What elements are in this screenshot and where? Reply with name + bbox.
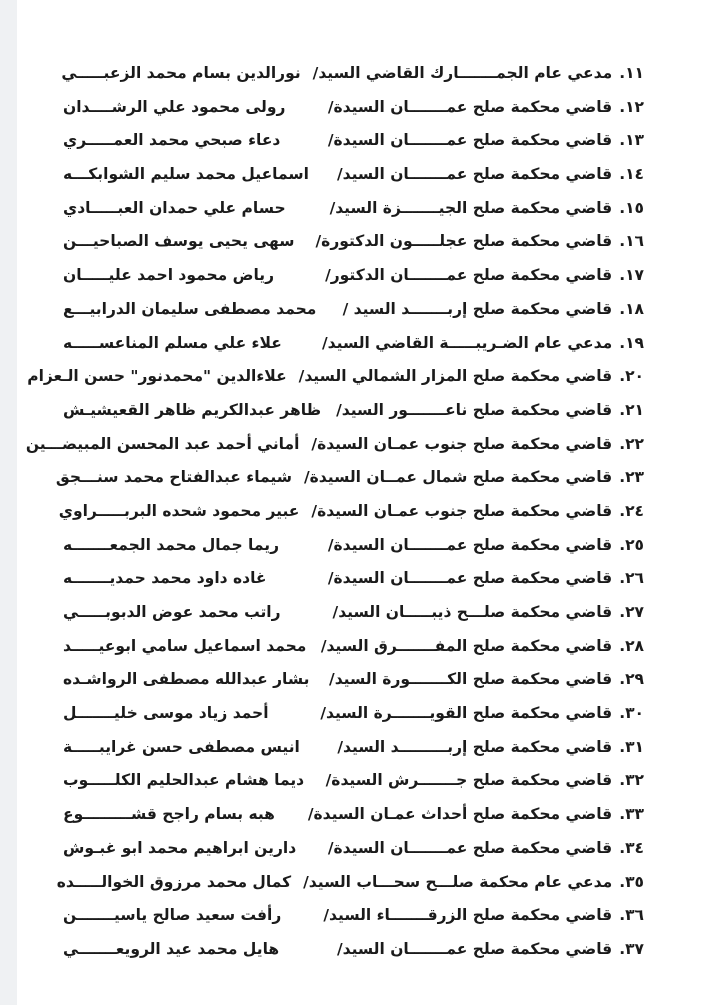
judge-name: عبير محمود شحده البربـــــراوي: [58, 501, 300, 520]
judge-position: قاضي محكمة صلـــح ذيبـــــان السيد/: [332, 603, 613, 621]
judge-name: ديما هشام عبدالحليم الكلـــــوب: [63, 771, 305, 790]
item-number: ٣٠.: [619, 704, 644, 723]
judge-name: ظاهر عبدالكريم ظاهر القعيشيـش: [63, 400, 322, 419]
list-item: [63, 630, 644, 664]
item-number: ٢٣.: [619, 468, 644, 487]
judge-name: هبه بسام راجح قشـــــــــوع: [63, 805, 275, 824]
item-position-block: [322, 327, 644, 361]
item-number: ٢٢.: [619, 434, 644, 453]
judge-name: غاده داود محمد حمديـــــــه: [63, 569, 267, 588]
item-number: ٢٤.: [619, 501, 644, 520]
item-position-block: [330, 192, 644, 226]
list-item: [63, 933, 644, 967]
judge-name: رياض محمود احمد عليـــــان: [63, 266, 275, 285]
judge-name: راتب محمد عوض الدبوبـــــي: [63, 603, 281, 621]
item-position-block: [320, 697, 644, 731]
list-item: [63, 327, 644, 361]
item-number: ٢٠.: [619, 367, 644, 386]
judge-position: مدعي عام الجمـــــــارك القاضي السيد/: [312, 64, 613, 82]
item-position-block: [328, 91, 644, 125]
item-position-block: [321, 630, 644, 664]
list-item: [63, 158, 644, 192]
list-item: [58, 495, 644, 529]
judge-name: شيماء عبدالفتاح محمد سنـــجق: [55, 468, 292, 487]
item-position-block: [308, 798, 644, 832]
judge-name: سهى يحيى يوسف الصباحيـــن: [63, 232, 295, 251]
judge-position: قاضي محكمة صلح عمـــــــان السيدة/: [327, 97, 613, 116]
judge-position: قاضي محكمة صلح إربـــــــد السيد /: [342, 299, 613, 318]
judge-name: حسام علي حمدان العبـــــادي: [63, 198, 286, 217]
judge-position: قاضي محكمة صلح جـــــــرش السيدة/: [325, 771, 613, 790]
list-item: [63, 91, 644, 125]
list-item: [25, 428, 644, 462]
item-position-block: [328, 124, 644, 158]
judge-name: دعاء صبحي محمد العمـــــري: [63, 131, 281, 150]
item-number: ٣٥.: [619, 872, 644, 891]
list-item: [27, 360, 644, 394]
item-number: ١٦.: [619, 232, 644, 251]
item-position-block: [326, 764, 644, 798]
item-position-block: [328, 529, 644, 563]
judge-position: مدعي عام محكمة صلـــح سحـــاب السيد/: [303, 872, 613, 891]
judge-position: قاضي محكمة صلح المفـــــــرق السيد/: [320, 636, 613, 655]
item-position-block: [337, 933, 644, 967]
item-number: ٢٨.: [619, 636, 644, 655]
judge-position: قاضي محكمة صلح شمال عمــان السيدة/: [304, 468, 613, 487]
judge-position: قاضي محكمة صلح جنوب عمـان السيدة/: [311, 434, 613, 453]
judge-position: قاضي محكمة صلح القويـــــــرة السيد/: [320, 704, 613, 723]
judge-name: أحمد زياد موسى خليـــــــل: [63, 704, 269, 723]
item-position-block: [343, 293, 644, 327]
judge-name: نورالدين بسام محمد الزعبـــــي: [61, 64, 301, 82]
list-item: [63, 293, 644, 327]
item-position-block: [328, 562, 644, 596]
judge-name: اسماعيل محمد سليم الشوابكـــه: [63, 165, 309, 184]
list-item: [55, 461, 644, 495]
judge-name: كمال محمد مرزوق الخوالـــــده: [56, 872, 292, 891]
judge-name: أماني أحمد عبد المحسن المبيضـــين: [25, 434, 300, 453]
item-number: ٣١.: [619, 737, 644, 756]
item-number: ٢٧.: [619, 603, 644, 621]
judge-position: قاضي محكمة صلح الكـــــــورة السيد/: [329, 670, 613, 689]
judge-position: قاضي محكمة صلح عجلـــــون الدكتورة/: [315, 232, 613, 251]
list-item: [63, 124, 644, 158]
item-number: ٣٢.: [619, 771, 644, 790]
list-item: [63, 394, 644, 428]
judge-position: قاضي محكمة صلح أحداث عمـان السيدة/: [307, 805, 613, 824]
item-position-block: [304, 461, 644, 495]
list-item: [63, 192, 644, 226]
item-number: ١١.: [619, 64, 644, 82]
item-number: ٣٤.: [619, 838, 644, 857]
list-item: [63, 562, 644, 596]
list-item: [63, 529, 644, 563]
list-item: [63, 596, 644, 630]
item-position-block: [303, 866, 644, 900]
item-position-block: [316, 225, 644, 259]
judge-name: بشار عبدالله مصطفى الرواشـده: [63, 670, 310, 689]
judge-name: دارين ابراهيم محمد ابو غبـوش: [63, 838, 297, 857]
list-item: [63, 57, 644, 91]
item-number: ٢٥.: [619, 535, 644, 554]
judge-position: قاضي محكمة صلح الزرقـــــــاء السيد/: [323, 906, 613, 925]
item-number: ١٤.: [619, 165, 644, 184]
judge-name: رولى محمود علي الرشــــدان: [63, 97, 286, 116]
judge-name: محمد مصطفى سليمان الدرابيـــع: [63, 299, 317, 318]
page-edge-strip: [0, 0, 17, 1005]
judge-name: علاءالدين "محمدنور" حسن الـعزام: [27, 367, 287, 386]
list-item: [63, 225, 644, 259]
judge-name: ريما جمال محمد الجمعـــــــه: [63, 535, 280, 554]
item-position-block: [336, 394, 644, 428]
item-number: ١٩.: [619, 333, 644, 352]
judge-name: علاء علي مسلم المناعســـــه: [63, 333, 282, 352]
list-item: [63, 731, 644, 765]
judge-position: قاضي محكمة صلح عمـــــــان السيدة/: [327, 535, 613, 554]
judge-position: قاضي محكمة صلح إربـــــــــد السيد/: [337, 737, 613, 756]
judge-name: هايل محمد عيد الرويعـــــــي: [63, 939, 280, 958]
item-number: ٢١.: [619, 400, 644, 419]
item-position-block: [325, 259, 644, 293]
item-number: ١٥.: [619, 198, 644, 217]
list-item: [63, 899, 644, 933]
judge-position: قاضي محكمة صلح الجيـــــــزة السيد/: [329, 198, 613, 217]
item-position-block: [299, 360, 644, 394]
list-item: [63, 663, 644, 697]
item-position-block: [311, 495, 644, 529]
judge-name: محمد اسماعيل سامي ابوعيـــــد: [63, 636, 307, 655]
list-item: [63, 832, 644, 866]
item-position-block: [337, 158, 644, 192]
list-item: [63, 798, 644, 832]
list-item: [63, 764, 644, 798]
item-number: ٣٣.: [619, 805, 644, 824]
judge-position: قاضي محكمة صلح عمـــــــان الدكتور/: [325, 266, 613, 285]
item-number: ١٧.: [619, 266, 644, 285]
document-page: [17, 0, 720, 1005]
item-position-block: [328, 832, 644, 866]
judge-position: مدعي عام الضـريبـــــة القاضي السيد/: [322, 333, 613, 352]
item-position-block: [323, 899, 644, 933]
item-number: ١٨.: [619, 299, 644, 318]
item-number: ١٢.: [619, 97, 644, 116]
item-position-block: [311, 428, 644, 462]
list-item: [63, 697, 644, 731]
list-item: [63, 259, 644, 293]
item-number: ٢٩.: [619, 670, 644, 689]
judge-name: انيس مصطفى حسن غرايبـــــة: [63, 737, 300, 756]
judge-position: قاضي محكمة صلح عمـــــــان السيد/: [336, 165, 613, 184]
judge-position: قاضي محكمة صلح عمـــــــان السيد/: [336, 939, 613, 958]
item-position-block: [329, 663, 644, 697]
item-number: ٢٦.: [619, 569, 644, 588]
judges-list: [17, 0, 720, 967]
item-position-block: [337, 731, 644, 765]
list-item: [56, 866, 644, 900]
item-position-block: [333, 596, 644, 630]
judge-position: قاضي محكمة صلح ناعـــــــور السيد/: [336, 400, 613, 419]
judge-position: قاضي محكمة صلح عمـــــــان السيدة/: [327, 131, 613, 150]
item-number: ١٣.: [619, 131, 644, 150]
item-number: ٣٧.: [619, 939, 644, 958]
item-number: ٣٦.: [619, 906, 644, 925]
item-position-block: [313, 57, 644, 91]
judge-name: رأفت سعيد صالح ياسيـــــــن: [63, 906, 282, 925]
judge-position: قاضي محكمة صلح المزار الشمالي السيد/: [298, 367, 613, 386]
judge-position: قاضي محكمة صلح عمـــــــان السيدة/: [327, 569, 613, 588]
judge-position: قاضي محكمة صلح عمـــــــان السيدة/: [327, 838, 613, 857]
judge-position: قاضي محكمة صلح جنوب عمـان السيدة/: [311, 501, 613, 520]
